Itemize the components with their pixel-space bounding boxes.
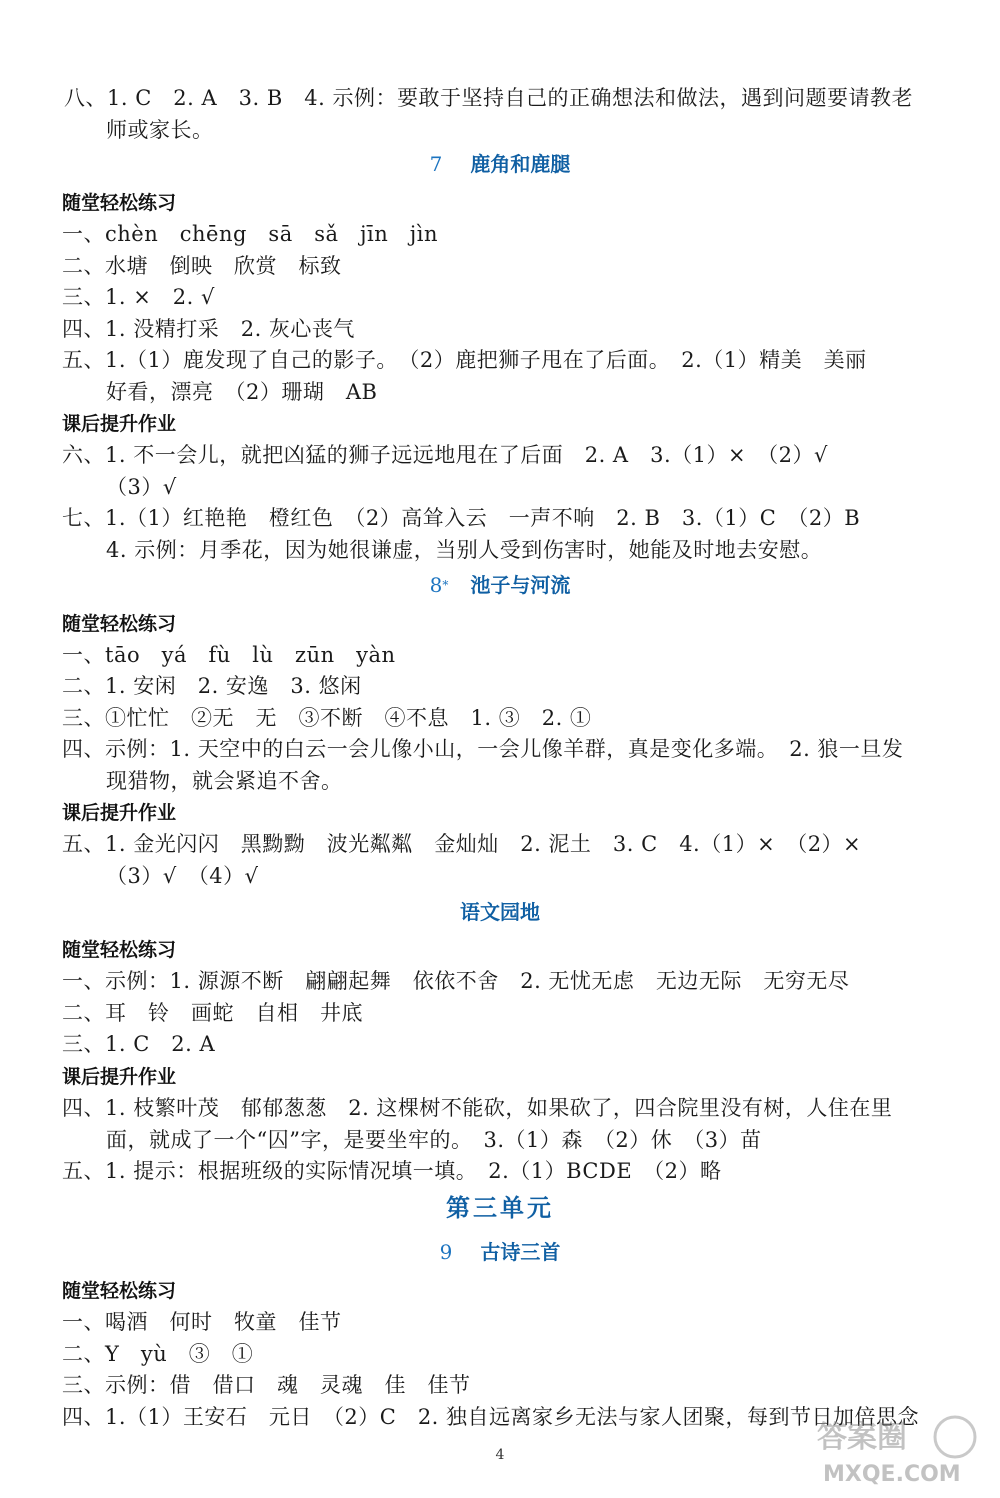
answer-line: 二、耳 铃 画蛇 自相 井底 bbox=[62, 1001, 363, 1025]
answer-line: 三、1. × 2. √ bbox=[62, 285, 215, 309]
answer-line: 四、1. 枝繁叶茂 郁郁葱葱 2. 这棵树不能砍，如果砍了，四合院里没有树，人住在里 bbox=[62, 1096, 893, 1120]
section-heading-homework: 课后提升作业 bbox=[62, 802, 177, 824]
answer-line: 二、水塘 倒映 欣赏 标致 bbox=[62, 254, 342, 278]
section-heading-homework: 课后提升作业 bbox=[62, 1066, 177, 1088]
lesson-title-8 bbox=[0, 571, 1000, 599]
answer-line: 五、1. 提示：根据班级的实际情况填一填。 2.（1）BCDE （2）略 bbox=[62, 1159, 722, 1183]
answer-line: 七、1.（1）红艳艳 橙红色 （2）高耸入云 一声不响 2. B 3.（1）C （2）B bbox=[62, 506, 861, 530]
answer-line: 面，就成了一个“囚”字，是要坐牢的。 3.（1）森 （2）休 （3）苗 bbox=[106, 1128, 762, 1152]
lesson-number: 8 bbox=[429, 573, 443, 597]
lesson-number: 9 bbox=[439, 1240, 453, 1264]
answer-line: （3）√ bbox=[106, 475, 177, 499]
watermark-circle-icon bbox=[935, 1417, 975, 1457]
section-heading-practice: 随堂轻松练习 bbox=[62, 613, 177, 635]
answer-line: 一、喝酒 何时 牧童 佳节 bbox=[62, 1310, 342, 1334]
lesson-name: 语文园地 bbox=[460, 900, 540, 924]
answer-line: 五、1. 金光闪闪 黑黝黝 波光粼粼 金灿灿 2. 泥土 3. C 4.（1）× （2）× bbox=[62, 832, 862, 856]
answer-line: 一、示例：1. 源源不断 翩翩起舞 依依不舍 2. 无忧无虑 无边无际 无穷无尽 bbox=[62, 969, 850, 993]
answer-line: 四、1.（1）王安石 元日 （2）C 2. 独自远离家乡无法与家人团聚，每到节日加倍思念 bbox=[62, 1405, 920, 1429]
section-heading-practice: 随堂轻松练习 bbox=[62, 939, 177, 961]
answer-line: 三、1. C 2. A bbox=[62, 1032, 216, 1056]
section-heading-practice: 随堂轻松练习 bbox=[62, 1280, 177, 1302]
answer-line: 一、tāo yá fù lù zūn yàn bbox=[62, 643, 396, 667]
watermark-logo-text: 答案圈 bbox=[817, 1420, 907, 1455]
answer-line: 三、示例：借 借口 魂 灵魂 佳 佳节 bbox=[62, 1373, 471, 1397]
page-number: 4 bbox=[495, 1447, 505, 1463]
answer-line: 四、1. 没精打采 2. 灰心丧气 bbox=[62, 317, 355, 341]
answer-line: 现猎物，就会紧追不舍。 bbox=[106, 769, 343, 793]
answer-line: 4. 示例：月季花，因为她很谦虚，当别人受到伤害时，她能及时地去安慰。 bbox=[106, 538, 823, 562]
answer-line: 五、1.（1）鹿发现了自己的影子。 （2）鹿把狮子甩在了后面。 2.（1）精美 美丽 bbox=[62, 348, 867, 372]
section-heading-practice: 随堂轻松练习 bbox=[62, 192, 177, 214]
answer-line: 四、示例：1. 天空中的白云一会儿像小山，一会儿像羊群，真是变化多端。 2. 狼一旦发 bbox=[62, 737, 904, 761]
lesson-mark: * bbox=[442, 578, 449, 592]
answer-line: 三、①忙忙 ②无 无 ③不断 ④不息 1. ③ 2. ① bbox=[62, 706, 592, 730]
lesson-number: 7 bbox=[429, 152, 443, 176]
answer-line: 二、1. 安闲 2. 安逸 3. 悠闲 bbox=[62, 674, 362, 698]
answer-line: 二、Y yù ③ ① bbox=[62, 1342, 254, 1366]
lesson-title-7 bbox=[0, 150, 1000, 178]
watermark-logo bbox=[817, 1411, 982, 1486]
section-heading-homework: 课后提升作业 bbox=[62, 413, 177, 435]
lesson-title-9 bbox=[0, 1238, 1000, 1266]
answer-line: 六、1. 不一会儿，就把凶猛的狮子远远地甩在了后面 2. A 3.（1）× （2）√ bbox=[62, 443, 828, 467]
lesson-name: 古诗三首 bbox=[480, 1240, 561, 1264]
garden-title bbox=[0, 898, 1000, 926]
answer-line: 八、1. C 2. A 3. B 4. 示例：要敢于坚持自己的正确想法和做法，遇到问题要请教老 bbox=[64, 86, 914, 110]
answer-line: 一、chèn chēng sā sǎ jīn jìn bbox=[62, 222, 439, 246]
lesson-name: 池子与河流 bbox=[470, 573, 571, 597]
answer-line: （3）√ （4）√ bbox=[106, 864, 259, 888]
answer-line: 好看，漂亮 （2）珊瑚 AB bbox=[106, 380, 378, 404]
watermark-text: MXQE.COM bbox=[823, 1462, 961, 1486]
lesson-name: 鹿角和鹿腿 bbox=[470, 152, 571, 176]
unit-title: 第三单元 bbox=[446, 1194, 554, 1222]
answer-line: 师或家长。 bbox=[106, 118, 214, 142]
